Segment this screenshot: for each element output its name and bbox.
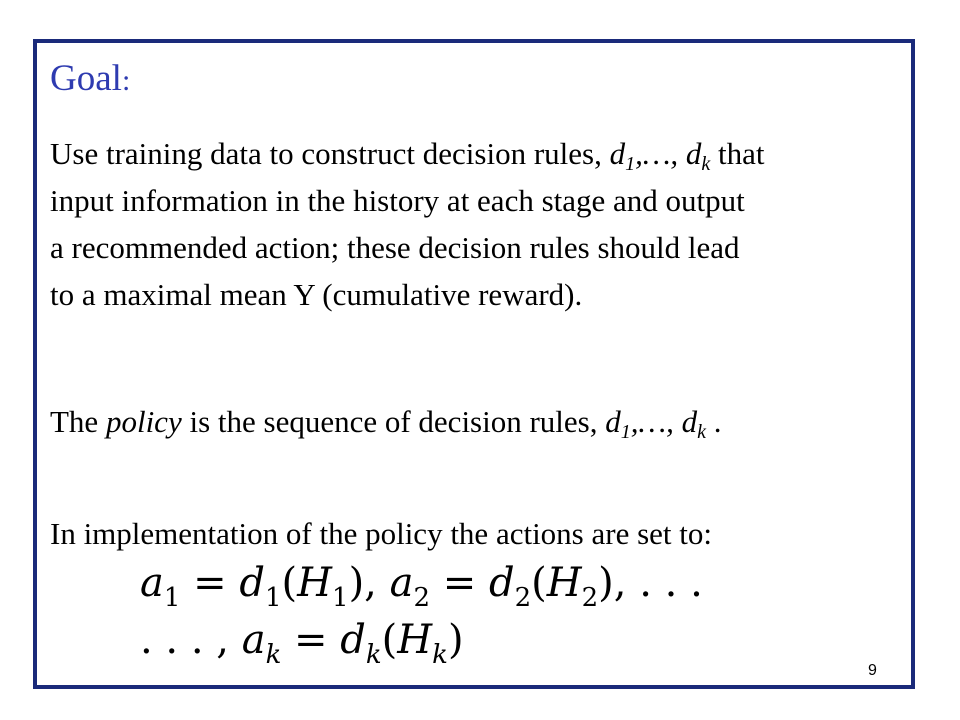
- policy-term: policy: [105, 404, 182, 439]
- policy-line: The policy is the sequence of decision rules, $d_1,\dots$, $d_k$ .: [50, 404, 722, 443]
- equation-2: . . . , $a_k = d_k(H_k)$: [140, 617, 464, 670]
- page-number: 9: [868, 662, 877, 679]
- goal-line-1: Use training data to construct decision rules, $d_1,\dots$, $d_k$ that: [50, 136, 765, 175]
- goal-paragraph: [50, 130, 765, 318]
- goal-line-3: a recommended action; these decision rules should lead: [50, 230, 740, 265]
- slide-heading: [50, 60, 130, 97]
- implementation-line: In implementation of the policy the actions are set to:: [50, 516, 713, 551]
- heading-text: Goal: [50, 58, 122, 99]
- goal-line-2: input information in the history at each stage and output: [50, 183, 745, 218]
- equation-1: $a_1 = d_1(H_1)$, $a_2 = d_2(H_2)$, . . .: [140, 560, 703, 613]
- goal-line-4: to a maximal mean Y (cumulative reward).: [50, 277, 583, 312]
- heading-colon: :: [121, 64, 131, 97]
